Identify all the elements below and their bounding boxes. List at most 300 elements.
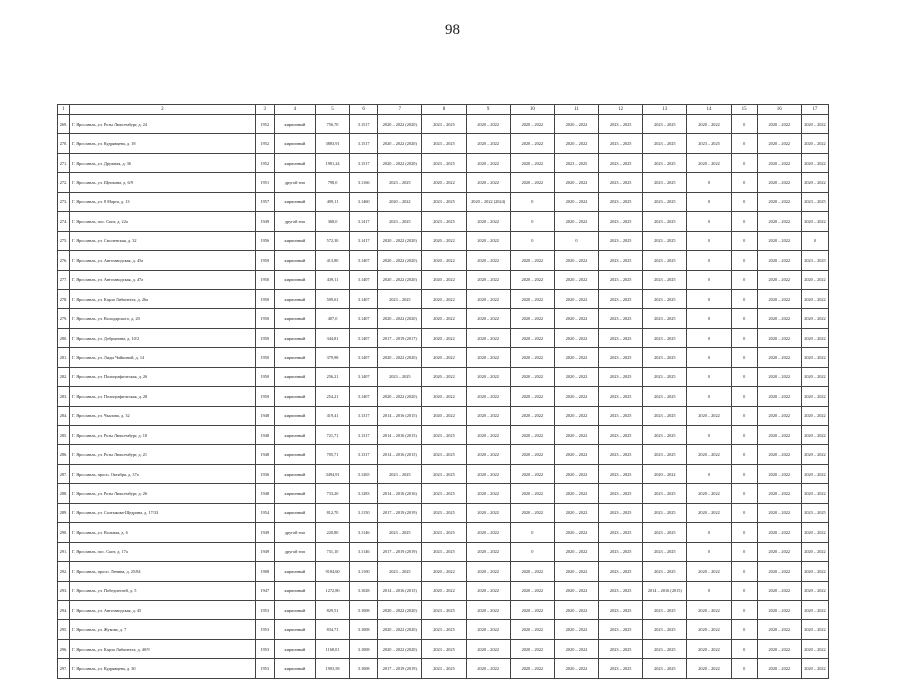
table-cell: 2020 – 2022 bbox=[801, 445, 828, 464]
table-row bbox=[58, 523, 829, 542]
table-row bbox=[58, 464, 829, 483]
table-cell: 272. bbox=[58, 173, 70, 192]
address-cell: Г. Ярославль, ул. Полиграфическая, д. 28 bbox=[70, 387, 256, 406]
table-cell: 2020 – 2022 (2020) bbox=[378, 153, 422, 172]
table-cell: 2020 – 2022 bbox=[757, 192, 801, 211]
table-cell: 2020 – 2022 bbox=[466, 387, 510, 406]
table-cell: 2023 – 2025 bbox=[599, 251, 643, 270]
table-cell: 2023 – 2025 bbox=[801, 192, 828, 211]
table-cell: 2020 – 2022 bbox=[757, 464, 801, 483]
table-cell: 0 bbox=[687, 581, 731, 600]
table-cell: 705,71 bbox=[315, 445, 349, 464]
table-cell: 277. bbox=[58, 270, 70, 289]
table-cell: 0 bbox=[731, 115, 757, 134]
table-cell: 2020 – 2022 bbox=[687, 406, 731, 425]
table-cell: 2023 – 2025 bbox=[643, 503, 687, 522]
table-cell: 2020 – 2022 bbox=[801, 173, 828, 192]
table-row bbox=[58, 503, 829, 522]
table-row bbox=[58, 367, 829, 386]
table-cell: 1951 bbox=[255, 173, 274, 192]
address-cell: Г. Ярославль, ул. Жукова, д. 7 bbox=[70, 620, 256, 639]
table-cell: 0 bbox=[731, 484, 757, 503]
table-cell: 2023 – 2025 bbox=[599, 503, 643, 522]
table-cell: 1948 bbox=[255, 445, 274, 464]
table-cell: 2023 – 2025 bbox=[643, 600, 687, 619]
table-cell: 294. bbox=[58, 600, 70, 619]
table-cell: 2020 – 2022 bbox=[510, 328, 554, 347]
table-cell: 2020 – 2022 bbox=[801, 484, 828, 503]
table-cell: 2023 – 2025 bbox=[643, 659, 687, 678]
table-cell: 834,71 bbox=[315, 620, 349, 639]
table-cell: 0 bbox=[731, 426, 757, 445]
table-cell: 2023 – 2025 bbox=[643, 192, 687, 211]
table-cell: 2023 – 2025 bbox=[378, 289, 422, 308]
table-cell: 2023 – 2025 bbox=[599, 173, 643, 192]
table-cell: 2020 – 2022 bbox=[510, 639, 554, 658]
table-cell: 1948 bbox=[255, 406, 274, 425]
table-cell: 2023 – 2025 bbox=[599, 212, 643, 231]
table-cell: 2023 – 2025 bbox=[422, 212, 466, 231]
table-cell: 2020 – 2022 bbox=[801, 523, 828, 542]
table-cell: 2020 – 2022 bbox=[422, 581, 466, 600]
table-cell: 2014 – 2016 (2015) bbox=[378, 445, 422, 464]
table-cell: 2020 – 2022 bbox=[466, 581, 510, 600]
table-cell: 2017 – 2019 (2019) bbox=[378, 659, 422, 678]
table-row bbox=[58, 562, 829, 581]
table-cell: 270. bbox=[58, 134, 70, 153]
table-cell: 2020 – 2022 bbox=[554, 503, 598, 522]
table-cell: 0 bbox=[731, 600, 757, 619]
table-cell: 2023 – 2025 bbox=[687, 134, 731, 153]
table-cell: 2023 – 2025 bbox=[422, 659, 466, 678]
table-cell: 1272,80 bbox=[315, 581, 349, 600]
table-cell: 274. bbox=[58, 212, 70, 231]
table-cell: 2023 – 2025 bbox=[422, 542, 466, 561]
table-cell: 220,80 bbox=[315, 523, 349, 542]
table-cell: 0 bbox=[510, 192, 554, 211]
table-cell: 2020 – 2022 bbox=[422, 289, 466, 308]
table-cell: 2023 – 2025 bbox=[643, 523, 687, 542]
table-cell: 344,81 bbox=[315, 328, 349, 347]
table-cell: 2023 – 2025 bbox=[599, 270, 643, 289]
table-cell: 2023 – 2025 bbox=[422, 503, 466, 522]
table-cell: 2020 – 2022 bbox=[801, 309, 828, 328]
column-number: 10 bbox=[510, 105, 554, 115]
table-cell: 2020 – 2022 (2020) bbox=[378, 600, 422, 619]
table-cell: 2020 – 2022 bbox=[510, 309, 554, 328]
table-cell: кирпичный bbox=[274, 309, 315, 328]
register-table bbox=[57, 104, 829, 679]
table-cell: 291. bbox=[58, 542, 70, 561]
table-cell: 2020 – 2022 bbox=[466, 523, 510, 542]
table-cell: 2023 – 2025 bbox=[643, 562, 687, 581]
table-cell: 2020 – 2022 bbox=[757, 542, 801, 561]
table-cell: 2023 – 2025 bbox=[599, 309, 643, 328]
table-cell: 2020 – 2022 bbox=[801, 542, 828, 561]
table-cell: 2020 – 2022 bbox=[554, 659, 598, 678]
table-cell: 3.1417 bbox=[350, 231, 378, 250]
table-cell: кирпичный bbox=[274, 115, 315, 134]
table-cell: другой тип bbox=[274, 523, 315, 542]
column-number: 16 bbox=[757, 105, 801, 115]
table-cell: 2023 – 2025 bbox=[422, 426, 466, 445]
table-cell: 0 bbox=[687, 348, 731, 367]
table-cell: кирпичный bbox=[274, 289, 315, 308]
table-cell: 2020 – 2022 bbox=[757, 639, 801, 658]
table-cell: 2020 – 2022 bbox=[466, 620, 510, 639]
address-cell: Г. Ярославль, ул. Карла Либкнехта, д. 40/9 bbox=[70, 639, 256, 658]
table-cell: 2020 – 2022 bbox=[422, 173, 466, 192]
address-cell: Г. Ярославль, ул. Кудрявцева, д. 30 bbox=[70, 659, 256, 678]
table-cell: 2014 – 2016 (2015) bbox=[378, 581, 422, 600]
table-cell: 2020 – 2022 bbox=[466, 464, 510, 483]
table-cell: 3.1100 bbox=[350, 562, 378, 581]
table-cell: 2017 – 2019 (2017) bbox=[378, 328, 422, 347]
table-cell: 2020 – 2022 bbox=[687, 153, 731, 172]
table-cell: 276. bbox=[58, 251, 70, 270]
table-cell: 2023 – 2025 bbox=[378, 562, 422, 581]
address-cell: Г. Ярославль, ул. Смоленская, д. 32 bbox=[70, 231, 256, 250]
table-cell: 2020 – 2022 bbox=[801, 367, 828, 386]
table-cell: 3.1517 bbox=[350, 115, 378, 134]
table-cell: 2020 – 2022 bbox=[801, 212, 828, 231]
table-cell: 2023 – 2025 bbox=[599, 134, 643, 153]
address-cell: Г. Ярославль, ул. Розы Люксембург, д. 26 bbox=[70, 484, 256, 503]
table-cell: 9184,60 bbox=[315, 562, 349, 581]
table-cell: 3.1460 bbox=[350, 192, 378, 211]
table-cell: 0 bbox=[731, 192, 757, 211]
table-cell: 2023 – 2025 bbox=[599, 445, 643, 464]
table-cell: 2023 – 2025 bbox=[599, 231, 643, 250]
table-cell: 2020 – 2022 bbox=[801, 464, 828, 483]
table-cell: 2020 – 2022 bbox=[801, 289, 828, 308]
table-cell: кирпичный bbox=[274, 659, 315, 678]
table-cell: 290. bbox=[58, 523, 70, 542]
table-cell: 2020 – 2022 bbox=[757, 581, 801, 600]
table-cell: 2020 – 2022 bbox=[422, 309, 466, 328]
table-cell: 2020 – 2022 (2024) bbox=[466, 192, 510, 211]
column-number: 15 bbox=[731, 105, 757, 115]
table-cell: кирпичный bbox=[274, 348, 315, 367]
table-cell: 509,61 bbox=[315, 289, 349, 308]
table-cell: 1953 bbox=[255, 600, 274, 619]
table-cell: 0 bbox=[687, 309, 731, 328]
table-cell: 1950 bbox=[255, 289, 274, 308]
table-cell: кирпичный bbox=[274, 251, 315, 270]
table-cell: кирпичный bbox=[274, 192, 315, 211]
table-cell: 2023 – 2025 bbox=[643, 289, 687, 308]
table-cell: 2020 – 2022 bbox=[422, 348, 466, 367]
table-cell: 2020 – 2022 bbox=[757, 484, 801, 503]
table-cell: 2020 – 2022 bbox=[757, 445, 801, 464]
table-cell: 2023 – 2025 bbox=[599, 464, 643, 483]
table-cell: 278. bbox=[58, 289, 70, 308]
table-cell: 2020 – 2022 bbox=[510, 348, 554, 367]
table-cell: кирпичный bbox=[274, 600, 315, 619]
table-cell: 2020 – 2022 bbox=[687, 639, 731, 658]
table-cell: 2023 – 2025 bbox=[422, 445, 466, 464]
table-cell: 2023 – 2025 bbox=[422, 600, 466, 619]
table-cell: 286. bbox=[58, 445, 70, 464]
table-cell: 2020 – 2022 bbox=[757, 153, 801, 172]
table-cell: 292. bbox=[58, 562, 70, 581]
table-cell: 3.1146 bbox=[350, 523, 378, 542]
table-cell: 2020 – 2022 bbox=[510, 581, 554, 600]
table-cell: 3.1407 bbox=[350, 387, 378, 406]
table-cell: 2020 – 2022 bbox=[510, 270, 554, 289]
table-cell: кирпичный bbox=[274, 231, 315, 250]
table-cell: 3.1008 bbox=[350, 639, 378, 658]
address-cell: Г. Ярославль, ул. Кудрявцева, д. 18 bbox=[70, 134, 256, 153]
address-cell: Г. Ярославль, ул. Салтыкова-Щедрина, д. 17/33 bbox=[70, 503, 256, 522]
table-cell: 1948 bbox=[255, 426, 274, 445]
address-cell: Г. Ярославль, пос. Скит, д. 22а bbox=[70, 212, 256, 231]
table-cell: 2020 – 2022 bbox=[422, 231, 466, 250]
table-cell: 2020 – 2022 bbox=[801, 659, 828, 678]
table-cell: 2020 – 2022 bbox=[687, 562, 731, 581]
table-cell: 2020 – 2022 bbox=[687, 115, 731, 134]
table-cell: 2020 – 2022 (2020) bbox=[378, 251, 422, 270]
table-cell: 2023 – 2025 bbox=[643, 153, 687, 172]
table-cell: кирпичный bbox=[274, 387, 315, 406]
table-cell: 0 bbox=[510, 212, 554, 231]
table-cell: 0 bbox=[510, 523, 554, 542]
table-row bbox=[58, 328, 829, 347]
table-cell: 0 bbox=[731, 581, 757, 600]
table-cell: 2014 – 2016 (2015) bbox=[378, 406, 422, 425]
table-cell: 2023 – 2025 bbox=[599, 387, 643, 406]
table-cell: 2020 – 2022 bbox=[466, 309, 510, 328]
table-cell: 2020 – 2022 bbox=[510, 562, 554, 581]
table-cell: 2020 – 2022 bbox=[554, 387, 598, 406]
table-cell: 2020 – 2022 bbox=[510, 464, 554, 483]
table-cell: 1947 bbox=[255, 581, 274, 600]
table-cell: 1952 bbox=[255, 134, 274, 153]
table-cell: 281. bbox=[58, 348, 70, 367]
table-row bbox=[58, 270, 829, 289]
table-cell: 2020 – 2022 bbox=[554, 212, 598, 231]
column-number: 12 bbox=[599, 105, 643, 115]
table-cell: 3.1166 bbox=[350, 173, 378, 192]
table-cell: 2020 – 2022 bbox=[466, 542, 510, 561]
table-cell: 3.1407 bbox=[350, 270, 378, 289]
table-cell: 0 bbox=[687, 542, 731, 561]
table-cell: 2020 – 2022 bbox=[422, 251, 466, 270]
table-cell: 0 bbox=[510, 542, 554, 561]
table-cell: кирпичный bbox=[274, 464, 315, 483]
table-cell: 0 bbox=[687, 426, 731, 445]
table-cell: 812,70 bbox=[315, 503, 349, 522]
table-row bbox=[58, 406, 829, 425]
table-cell: 2020 – 2022 bbox=[801, 600, 828, 619]
table-cell: 2023 – 2025 bbox=[378, 212, 422, 231]
table-cell: 0 bbox=[731, 134, 757, 153]
table-cell: 2020 – 2022 bbox=[801, 620, 828, 639]
table-cell: 275. bbox=[58, 231, 70, 250]
address-cell: Г. Ярославль, ул. Победителей, д. 5 bbox=[70, 581, 256, 600]
table-cell: 1981,24 bbox=[315, 153, 349, 172]
table-cell: 1957 bbox=[255, 192, 274, 211]
table-cell: 2020 – 2022 bbox=[554, 581, 598, 600]
table-cell: 296. bbox=[58, 639, 70, 658]
table-cell: другой тип bbox=[274, 542, 315, 561]
table-cell: 0 bbox=[731, 464, 757, 483]
table-cell: 2020 – 2022 bbox=[466, 289, 510, 308]
table-cell: 2020 – 2022 bbox=[510, 445, 554, 464]
table-cell: 2020 – 2022 bbox=[466, 367, 510, 386]
table-cell: 1908 bbox=[255, 562, 274, 581]
table-cell: 829,51 bbox=[315, 600, 349, 619]
column-number: 7 bbox=[378, 105, 422, 115]
table-cell: 280. bbox=[58, 328, 70, 347]
table-cell: 2023 – 2025 bbox=[599, 367, 643, 386]
table-cell: 2023 – 2025 bbox=[643, 445, 687, 464]
table-cell: 2020 – 2022 bbox=[801, 270, 828, 289]
table-cell: 2020 – 2022 bbox=[422, 270, 466, 289]
table-cell: 2023 – 2025 bbox=[643, 639, 687, 658]
table-cell: 2020 – 2022 bbox=[801, 639, 828, 658]
table-cell: 2014 – 2016 (2016) bbox=[378, 484, 422, 503]
table-cell: 1952 bbox=[255, 115, 274, 134]
table-cell: 2023 – 2025 bbox=[599, 115, 643, 134]
table-cell: 2020 – 2022 bbox=[554, 328, 598, 347]
table-cell: 3.1417 bbox=[350, 212, 378, 231]
table-cell: кирпичный bbox=[274, 639, 315, 658]
table-cell: 2020 – 2022 bbox=[510, 367, 554, 386]
table-cell: 2020 – 2022 (2020) bbox=[378, 134, 422, 153]
table-cell: 3.1028 bbox=[350, 581, 378, 600]
table-cell: 2020 – 2022 bbox=[757, 251, 801, 270]
table-row bbox=[58, 173, 829, 192]
table-cell: 2023 – 2025 bbox=[643, 231, 687, 250]
table-row bbox=[58, 153, 829, 172]
table-cell: 2020 – 2022 bbox=[757, 406, 801, 425]
table-cell: 0 bbox=[731, 309, 757, 328]
table-cell: 3.1146 bbox=[350, 542, 378, 561]
table-cell: 2023 – 2025 bbox=[599, 328, 643, 347]
table-cell: кирпичный bbox=[274, 503, 315, 522]
table-row bbox=[58, 659, 829, 678]
column-number: 2 bbox=[70, 105, 256, 115]
table-cell: 3.1008 bbox=[350, 620, 378, 639]
table-cell: 2020 – 2022 bbox=[466, 445, 510, 464]
table-cell: 0 bbox=[687, 328, 731, 347]
table-cell: 1950 bbox=[255, 348, 274, 367]
table-cell: 2023 – 2025 bbox=[422, 639, 466, 658]
table-cell: 2014 – 2016 (2015) bbox=[643, 581, 687, 600]
table-cell: 2023 – 2025 bbox=[599, 153, 643, 172]
table-cell: 2023 – 2025 bbox=[643, 620, 687, 639]
table-cell: 254,21 bbox=[315, 387, 349, 406]
table-cell: 297. bbox=[58, 659, 70, 678]
table-cell: 2023 – 2025 bbox=[378, 523, 422, 542]
table-cell: 0 bbox=[731, 620, 757, 639]
table-cell: 3.1265 bbox=[350, 464, 378, 483]
table-cell: 2020 – 2022 bbox=[466, 639, 510, 658]
table-cell: 0 bbox=[687, 173, 731, 192]
table-row bbox=[58, 581, 829, 600]
table-row bbox=[58, 289, 829, 308]
table-cell: 3.1517 bbox=[350, 134, 378, 153]
table-cell: 3.1008 bbox=[350, 600, 378, 619]
table-cell: 2020 – 2022 (2020) bbox=[378, 270, 422, 289]
table-row bbox=[58, 309, 829, 328]
table-cell: 1956 bbox=[255, 231, 274, 250]
table-cell: 2020 – 2022 bbox=[510, 406, 554, 425]
table-cell: 2020 – 2022 bbox=[554, 115, 598, 134]
table-cell: 2023 – 2025 bbox=[599, 620, 643, 639]
table-row bbox=[58, 600, 829, 619]
table-cell: 2020 – 2022 bbox=[801, 426, 828, 445]
table-cell: 2020 – 2022 bbox=[801, 115, 828, 134]
table-cell: 2023 – 2025 bbox=[599, 659, 643, 678]
table-cell: 1949 bbox=[255, 523, 274, 542]
table-cell: 2020 – 2022 bbox=[466, 251, 510, 270]
table-row bbox=[58, 251, 829, 270]
table-cell: 2020 – 2022 bbox=[554, 600, 598, 619]
table-cell: 0 bbox=[687, 464, 731, 483]
table-cell: 2023 – 2025 bbox=[599, 192, 643, 211]
table-cell: 0 bbox=[687, 270, 731, 289]
table-cell: 0 bbox=[731, 523, 757, 542]
column-number: 3 bbox=[255, 105, 274, 115]
table-cell: 2020 – 2022 bbox=[757, 328, 801, 347]
table-cell: другой тип bbox=[274, 173, 315, 192]
table-cell: 2020 – 2022 bbox=[554, 542, 598, 561]
table-cell: 2020 – 2022 bbox=[757, 387, 801, 406]
table-cell: 2020 – 2022 bbox=[510, 620, 554, 639]
table-cell: 2020 – 2022 bbox=[466, 270, 510, 289]
table-cell: 3.1317 bbox=[350, 445, 378, 464]
table-cell: 409,11 bbox=[315, 192, 349, 211]
table-cell: 0 bbox=[687, 289, 731, 308]
table-cell: 2020 – 2022 bbox=[466, 426, 510, 445]
table-cell: 2023 – 2025 bbox=[378, 464, 422, 483]
table-cell: 0 bbox=[731, 503, 757, 522]
table-cell: 283. bbox=[58, 387, 70, 406]
address-cell: Г. Ярославль, ул. Чкалова, д. 32 bbox=[70, 406, 256, 425]
table-cell: 3.1407 bbox=[350, 251, 378, 270]
table-cell: 0 bbox=[731, 251, 757, 270]
address-cell: Г. Ярославль, ул. Автозаводская, д. 47а bbox=[70, 270, 256, 289]
table-cell: 2020 – 2022 bbox=[510, 503, 554, 522]
table-cell: кирпичный bbox=[274, 270, 315, 289]
address-cell: Г. Ярославль, ул. Вольная, д. 6 bbox=[70, 523, 256, 542]
table-cell: 2020 – 2022 (2020) bbox=[378, 115, 422, 134]
table-cell: 2020 – 2022 bbox=[466, 134, 510, 153]
column-number: 6 bbox=[350, 105, 378, 115]
address-cell: Г. Ярославль, ул. Полиграфическая, д. 26 bbox=[70, 367, 256, 386]
table-cell: 2020 – 2022 bbox=[510, 134, 554, 153]
table-cell: 2020 – 2022 bbox=[466, 115, 510, 134]
table-cell: 2020 – 2022 bbox=[422, 562, 466, 581]
address-cell: Г. Ярославль, ул. Щепкина, д. 6/9 bbox=[70, 173, 256, 192]
table-cell: 2023 – 2025 bbox=[643, 212, 687, 231]
address-cell: Г. Ярославль, ул. Розы Люксембург, д. 24 bbox=[70, 115, 256, 134]
table-cell: 1949 bbox=[255, 212, 274, 231]
page-number: 98 bbox=[445, 22, 460, 38]
table-cell: 2020 – 2022 bbox=[687, 503, 731, 522]
table-cell: 2020 – 2022 bbox=[554, 270, 598, 289]
table-cell: 2023 – 2025 bbox=[599, 639, 643, 658]
table-cell: 2020 – 2022 bbox=[757, 620, 801, 639]
column-number: 13 bbox=[643, 105, 687, 115]
table-cell: 2020 – 2022 bbox=[510, 484, 554, 503]
table-cell: кирпичный bbox=[274, 328, 315, 347]
table-cell: 2020 – 2022 bbox=[554, 523, 598, 542]
table-cell: 2023 – 2025 bbox=[643, 484, 687, 503]
table-cell: кирпичный bbox=[274, 153, 315, 172]
